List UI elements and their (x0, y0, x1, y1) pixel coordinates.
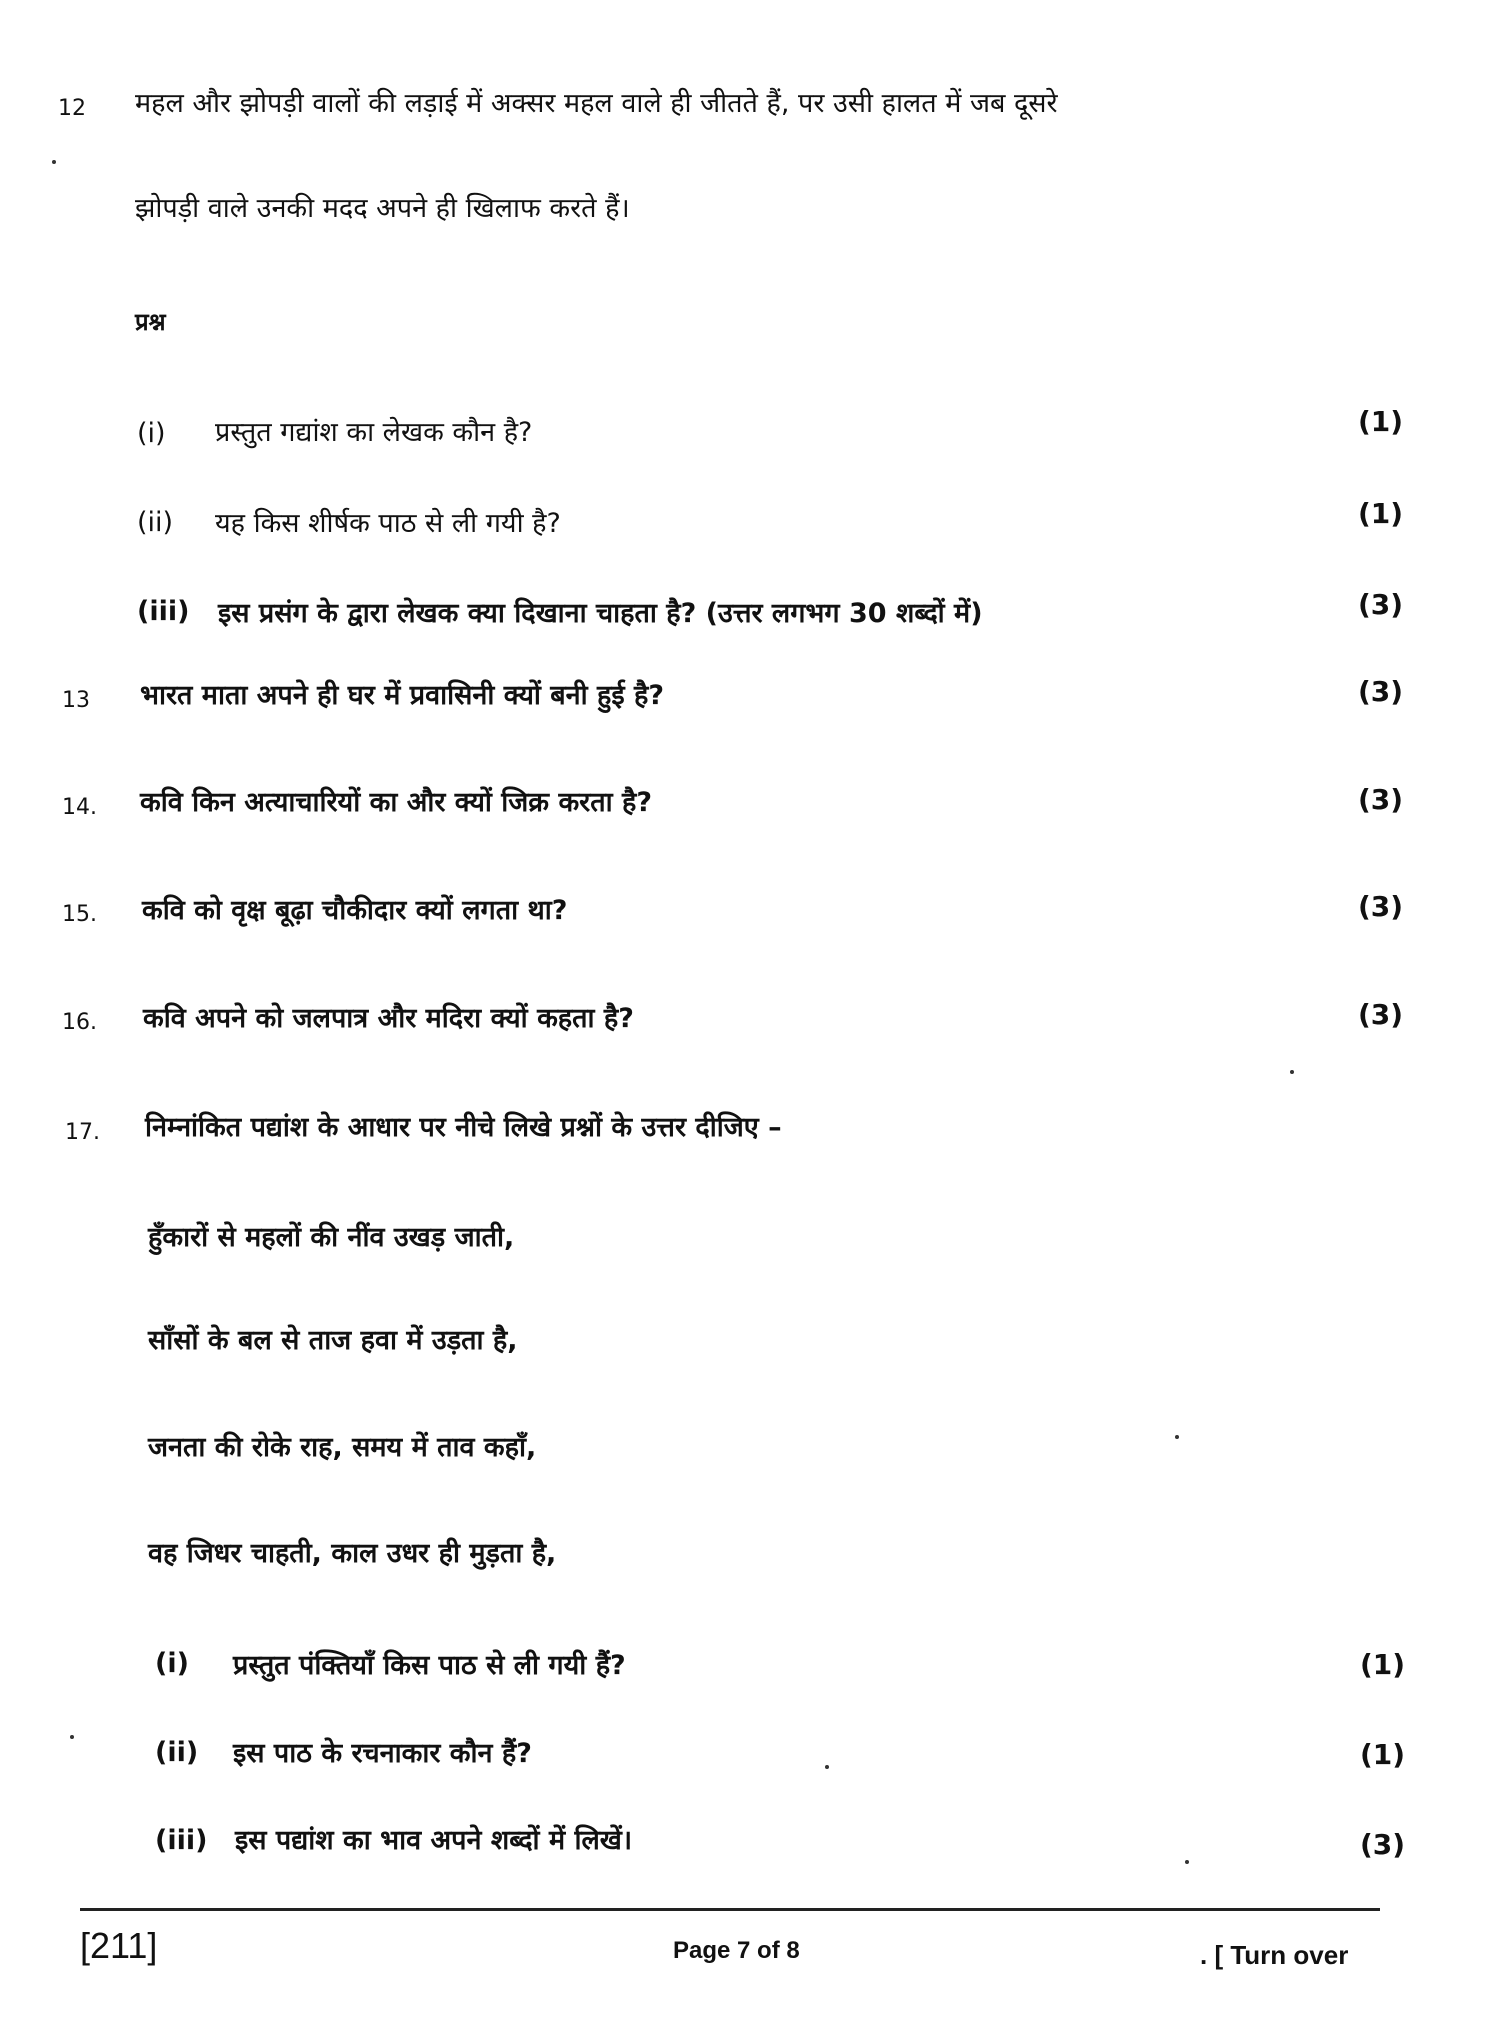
question-13-number: 13 (62, 688, 90, 713)
question-14-marks: (3) (1358, 783, 1404, 816)
q17-sub-ii-label: (ii) (155, 1737, 199, 1768)
poem-line-3: जनता की रोके राह, समय में ताव कहाँ, (148, 1432, 537, 1463)
page-number: Page 7 of 8 (673, 1937, 800, 1964)
question-17-number: 17. (65, 1120, 100, 1145)
q17-sub-iii-label: (iii) (155, 1825, 208, 1856)
question-12-line-2: झोपड़ी वाले उनकी मदद अपने ही खिलाफ करते हैं। (135, 193, 630, 224)
poem-line-1: हुँकारों से महलों की नींव उखड़ जाती, (148, 1222, 515, 1253)
scan-speck (52, 160, 56, 164)
q17-sub-ii-text: इस पाठ के रचनाकार कौन हैं? (233, 1738, 532, 1769)
question-16-marks: (3) (1358, 998, 1404, 1031)
q17-sub-iii-marks: (3) (1360, 1828, 1406, 1861)
q17-sub-i-label: (i) (155, 1648, 189, 1679)
q17-sub-iii-text: इस पद्यांश का भाव अपने शब्दों में लिखें। (235, 1825, 633, 1856)
question-12-line-1: महल और झोपड़ी वालों की लड़ाई में अक्सर महल वाले ही जीतते हैं, पर उसी हालत में जब दूसरे (135, 88, 1058, 119)
scan-speck (70, 1735, 74, 1739)
question-17-intro: निम्नांकित पद्यांश के आधार पर नीचे लिखे प्रश्नों के उत्तर दीजिए – (145, 1112, 782, 1143)
question-15-marks: (3) (1358, 890, 1404, 923)
scan-speck (1290, 1070, 1294, 1074)
question-14-number: 14. (62, 795, 97, 820)
q17-sub-i-text: प्रस्तुत पंक्तियाँ किस पाठ से ली गयी हैं? (233, 1650, 626, 1681)
poem-line-2: साँसों के बल से ताज हवा में उड़ता है, (148, 1325, 518, 1356)
question-13-text: भारत माता अपने ही घर में प्रवासिनी क्यों बनी हुई है? (140, 680, 665, 711)
question-12-prashn-heading: प्रश्न (135, 308, 166, 336)
q12-sub-ii-text: यह किस शीर्षक पाठ से ली गयी है? (215, 508, 561, 539)
question-12-number: 12 (58, 96, 86, 121)
q17-sub-ii-marks: (1) (1360, 1738, 1406, 1771)
scan-speck (1185, 1860, 1189, 1864)
q12-sub-ii-marks: (1) (1358, 497, 1404, 530)
q12-sub-i-marks: (1) (1358, 405, 1404, 438)
q12-sub-iii-label: (iii) (137, 596, 190, 627)
question-16-text: कवि अपने को जलपात्र और मदिरा क्यों कहता है? (143, 1003, 634, 1034)
footer-rule (80, 1908, 1380, 1911)
question-16-number: 16. (62, 1010, 97, 1035)
q12-sub-iii-marks: (3) (1358, 588, 1404, 621)
paper-code: [211] (80, 1925, 158, 1966)
scan-speck (825, 1765, 829, 1769)
question-13-marks: (3) (1358, 675, 1404, 708)
question-14-text: कवि किन अत्याचारियों का और क्यों जिक्र करता है? (140, 787, 653, 818)
q12-sub-i-text: प्रस्तुत गद्यांश का लेखक कौन है? (215, 417, 533, 448)
q12-sub-i-label: (i) (137, 418, 166, 449)
turn-over-note: . [ Turn over (1200, 1940, 1349, 1970)
question-15-number: 15. (62, 902, 97, 927)
scan-speck (1175, 1435, 1179, 1439)
q12-sub-iii-text: इस प्रसंग के द्वारा लेखक क्या दिखाना चाहता है? (उत्तर लगभग 30 शब्दों में) (218, 598, 983, 629)
question-15-text: कवि को वृक्ष बूढ़ा चौकीदार क्यों लगता था? (142, 895, 568, 926)
q17-sub-i-marks: (1) (1360, 1648, 1406, 1681)
poem-line-4: वह जिधर चाहती, काल उधर ही मुड़ता है, (148, 1538, 557, 1569)
q12-sub-ii-label: (ii) (137, 507, 174, 538)
